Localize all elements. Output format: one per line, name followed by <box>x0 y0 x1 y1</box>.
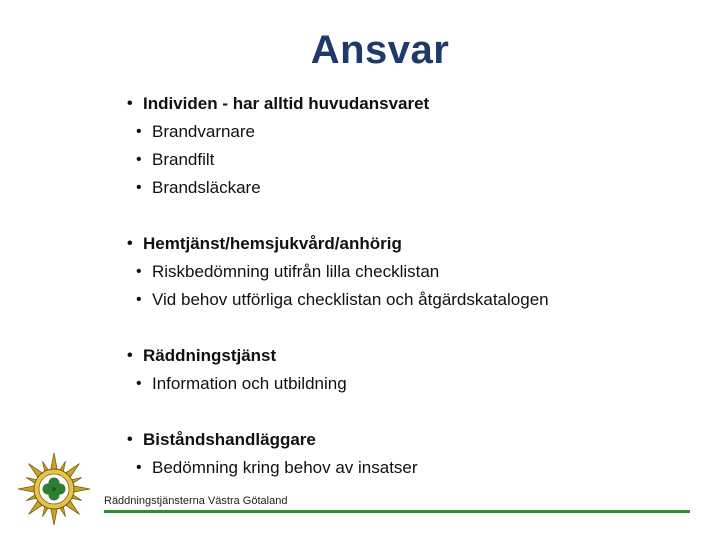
section-heading-text: Hemtjänst/hemsjukvård/anhörig <box>143 234 402 253</box>
section-heading-text: Räddningstjänst <box>143 346 277 365</box>
section-hemtjanst <box>125 230 685 314</box>
sub-item-text: Bedömning kring behov av insatser <box>152 458 418 477</box>
bullet-content <box>125 90 685 510</box>
footer-organization: Räddningstjänsterna Västra Götaland <box>104 495 288 507</box>
sub-item <box>125 370 685 398</box>
bullet-icon: • <box>127 431 133 448</box>
bullet-icon: • <box>136 375 142 392</box>
slide-title: Ansvar <box>310 28 450 72</box>
bullet-icon: • <box>136 459 142 476</box>
section-heading-text: Biståndshandläggare <box>143 430 316 449</box>
section-individ <box>125 90 685 202</box>
sub-item <box>125 454 685 482</box>
section-heading <box>125 230 685 258</box>
bullet-icon: • <box>136 151 142 168</box>
rescue-services-logo-icon <box>17 452 91 526</box>
sub-item <box>125 146 685 174</box>
bullet-icon: • <box>127 95 133 112</box>
sub-item <box>125 286 685 314</box>
sub-item-text: Brandvarnare <box>152 122 256 141</box>
section-raddningstjanst <box>125 342 685 398</box>
sub-item-text: Vid behov utförliga checklistan och åtgärdskatalogen <box>152 290 549 309</box>
bullet-icon: • <box>127 347 133 364</box>
sub-item <box>125 258 685 286</box>
section-bistandshandlaggare <box>125 426 685 482</box>
sub-item-text: Brandsläckare <box>152 178 261 197</box>
sub-item-text: Riskbedömning utifrån lilla checklistan <box>152 262 440 281</box>
sub-item <box>125 118 685 146</box>
bullet-icon: • <box>136 179 142 196</box>
section-heading <box>125 90 685 118</box>
section-heading <box>125 342 685 370</box>
sub-item-text: Information och utbildning <box>152 374 347 393</box>
bullet-icon: • <box>136 291 142 308</box>
section-heading <box>125 426 685 454</box>
bullet-icon: • <box>127 235 133 252</box>
footer-divider <box>104 510 690 513</box>
sub-item <box>125 174 685 202</box>
bullet-icon: • <box>136 263 142 280</box>
bullet-icon: • <box>136 123 142 140</box>
section-heading-text: Individen - har alltid huvudansvaret <box>143 94 430 113</box>
sub-item-text: Brandfilt <box>152 150 215 169</box>
